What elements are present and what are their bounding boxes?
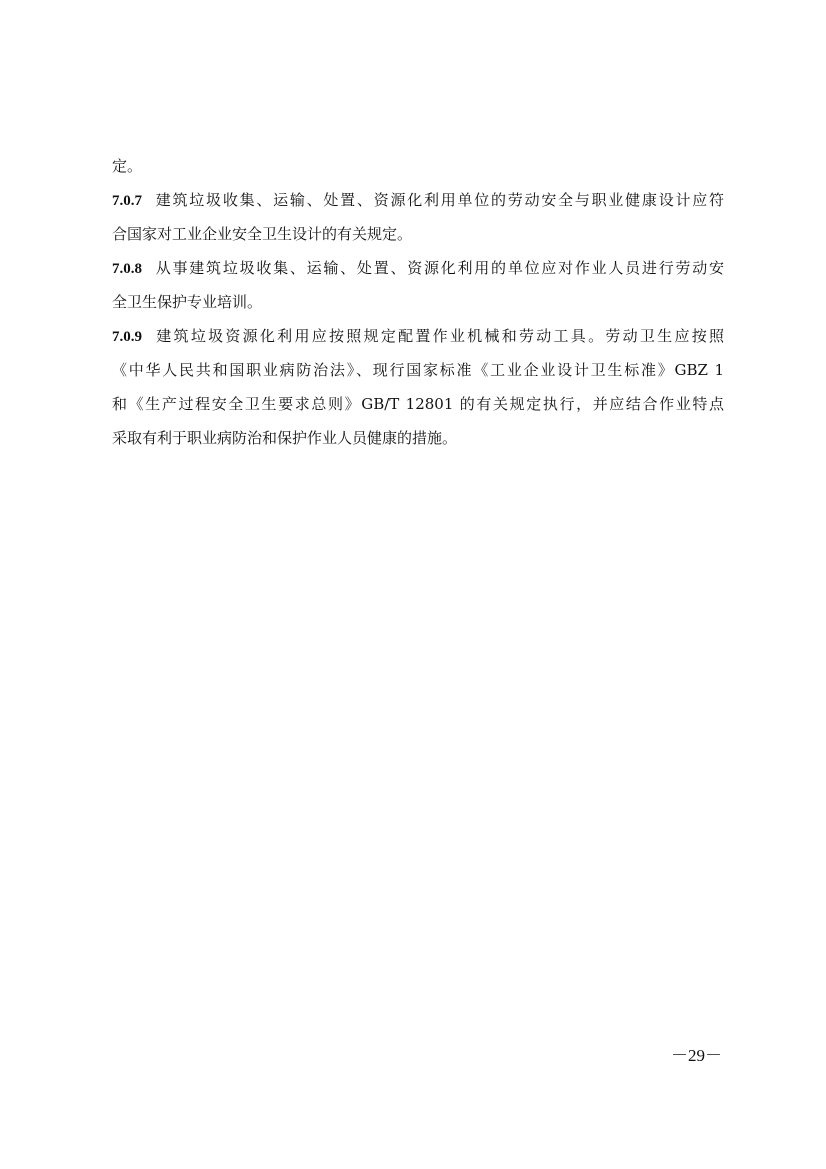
clause-text: 从事建筑垃圾收集、运输、处置、资源化利用的单位应对作业人员进行劳动安 xyxy=(154,259,724,277)
clause-7-0-7-line-1 xyxy=(112,190,724,211)
clause-7-0-9-line-4: 采取有利于职业病防治和保护作业人员健康的措施。 xyxy=(112,429,458,447)
clause-number: 7.0.8 xyxy=(112,261,142,277)
clause-number: 7.0.9 xyxy=(112,329,142,345)
clause-7-0-9-line-2: 《中华人民共和国职业病防治法》、现行国家标准《工业企业设计卫生标准》GBZ 1 xyxy=(112,361,724,379)
clause-text: 建筑垃圾收集、运输、处置、资源化利用单位的劳动安全与职业健康设计应符 xyxy=(154,191,724,209)
clause-7-0-8-line-2: 全卫生保护专业培训。 xyxy=(112,293,263,311)
clause-7-0-9-line-3: 和《生产过程安全卫生要求总则》GB/T 12801 的有关规定执行，并应结合作业特点 xyxy=(112,395,724,413)
clause-7-0-9-line-1 xyxy=(112,326,724,347)
page-number: －29－ xyxy=(671,1046,722,1065)
clause-7-0-7-line-2: 合国家对工业企业安全卫生设计的有关规定。 xyxy=(112,225,413,243)
clause-7-0-8-line-1 xyxy=(112,258,724,279)
clause-text: 建筑垃圾资源化利用应按照规定配置作业机械和劳动工具。劳动卫生应按照 xyxy=(154,327,724,345)
continuation-text: 定。 xyxy=(112,157,143,175)
clause-number: 7.0.7 xyxy=(112,193,142,209)
